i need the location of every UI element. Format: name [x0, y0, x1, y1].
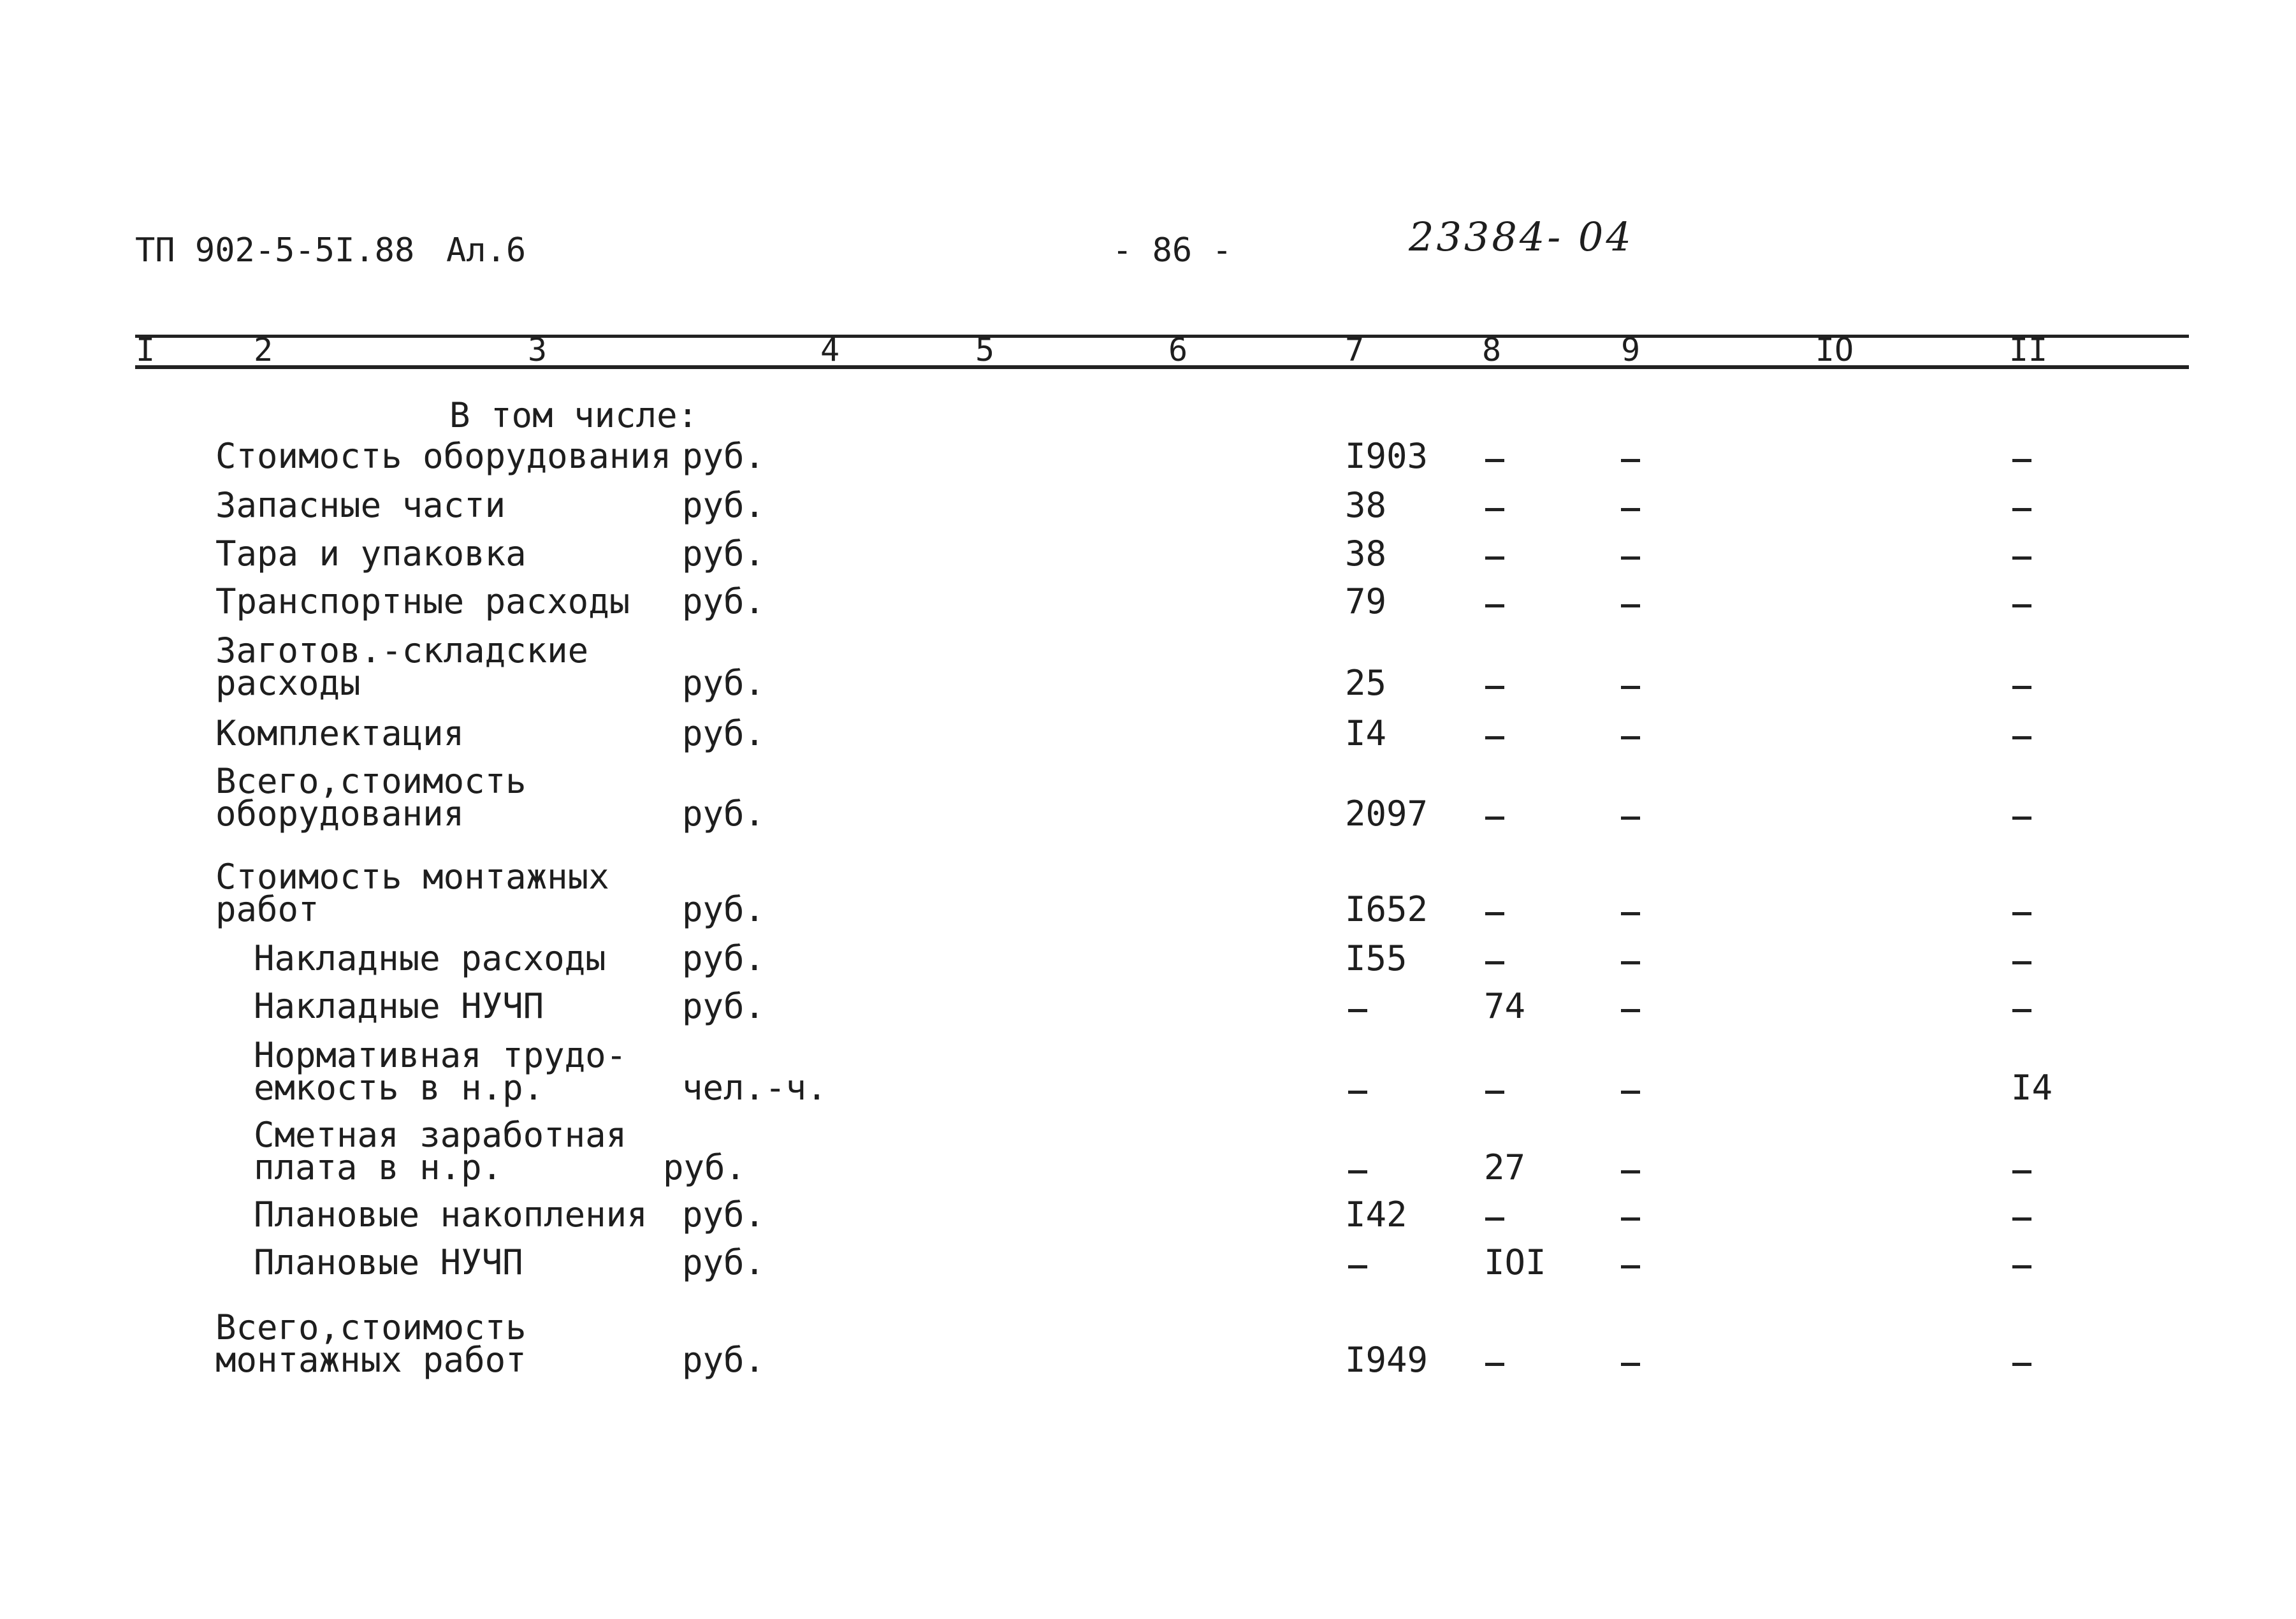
row-label: Стоимость оборудования	[215, 436, 672, 476]
empty-value-dash	[1485, 604, 1504, 607]
empty-value-dash	[1621, 817, 1640, 820]
empty-value-dash	[1621, 961, 1640, 964]
table-top-rule	[135, 335, 2189, 338]
value-c7: 38	[1345, 534, 1387, 574]
empty-value-dash	[2012, 1265, 2031, 1268]
empty-value-dash	[2012, 1009, 2031, 1012]
row-label: Комплектация	[215, 713, 465, 753]
empty-value-dash	[1621, 1091, 1640, 1094]
empty-value-dash	[1485, 686, 1504, 689]
empty-value-dash	[1485, 912, 1504, 915]
empty-value-dash	[1485, 508, 1504, 511]
row-unit: руб.	[682, 485, 766, 525]
empty-value-dash	[2012, 1217, 2031, 1221]
row-unit: руб.	[682, 436, 766, 476]
row-label: Сметная заработная плата в н.р.	[254, 1115, 627, 1187]
value-c7: 79	[1345, 581, 1387, 621]
row-label: Плановые НУЧП	[254, 1242, 523, 1282]
column-number: II	[2009, 331, 2048, 368]
empty-value-dash	[1621, 1265, 1640, 1268]
value-c7: I55	[1345, 938, 1407, 978]
row-label: Запасные части	[215, 485, 506, 525]
empty-value-dash	[1621, 459, 1640, 462]
album-number: Ал.6	[446, 231, 527, 270]
row-unit: руб.	[682, 1194, 766, 1235]
row-label: Заготов.-складские расходы	[215, 630, 589, 703]
row-label: Накладные расходы	[254, 938, 606, 978]
row-unit: руб.	[682, 889, 766, 929]
row-unit: руб.	[682, 1340, 766, 1380]
empty-value-dash	[2012, 912, 2031, 915]
empty-value-dash	[1621, 1170, 1640, 1173]
empty-value-dash	[2012, 817, 2031, 820]
row-label: Транспортные расходы	[215, 581, 630, 621]
column-number: 2	[253, 331, 273, 368]
empty-value-dash	[2012, 1170, 2031, 1173]
value-c7: I42	[1345, 1194, 1407, 1235]
value-c7: I4	[1345, 713, 1387, 753]
empty-value-dash	[1348, 1091, 1367, 1094]
row-label: Накладные НУЧП	[254, 986, 544, 1026]
empty-value-dash	[1485, 817, 1504, 820]
column-number: 9	[1620, 331, 1641, 368]
value-c8: IOI	[1484, 1242, 1546, 1282]
empty-value-dash	[2012, 961, 2031, 964]
value-c7: I949	[1345, 1340, 1428, 1380]
value-c7: 38	[1345, 485, 1387, 525]
row-unit: чел.-ч.	[682, 1068, 827, 1108]
empty-value-dash	[1621, 604, 1640, 607]
empty-value-dash	[1621, 556, 1640, 560]
row-unit: руб.	[682, 1242, 766, 1282]
empty-value-dash	[1621, 1217, 1640, 1221]
empty-value-dash	[1485, 961, 1504, 964]
value-c8: 74	[1484, 986, 1526, 1026]
value-c7: I903	[1345, 436, 1428, 476]
empty-value-dash	[1621, 736, 1640, 739]
column-number: 6	[1168, 331, 1188, 368]
table-header-bottom-rule	[135, 365, 2189, 369]
empty-value-dash	[1621, 508, 1640, 511]
row-unit: руб.	[682, 581, 766, 621]
column-number: 5	[975, 331, 995, 368]
column-number: I	[135, 331, 156, 368]
empty-value-dash	[2012, 604, 2031, 607]
empty-value-dash	[1348, 1170, 1367, 1173]
empty-value-dash	[2012, 459, 2031, 462]
empty-value-dash	[1621, 1363, 1640, 1366]
row-unit: руб.	[682, 938, 766, 978]
value-c7: 2097	[1345, 794, 1428, 834]
row-label: Всего,стоимость монтажных работ	[215, 1307, 527, 1380]
empty-value-dash	[2012, 686, 2031, 689]
empty-value-dash	[1485, 736, 1504, 739]
empty-value-dash	[1621, 912, 1640, 915]
value-c11: I4	[2011, 1068, 2053, 1108]
value-c7: 25	[1345, 663, 1387, 703]
empty-value-dash	[1485, 556, 1504, 560]
empty-value-dash	[2012, 1363, 2031, 1366]
empty-value-dash	[1348, 1009, 1367, 1012]
column-number: 3	[527, 331, 548, 368]
row-unit: руб.	[682, 986, 766, 1026]
empty-value-dash	[1621, 1009, 1640, 1012]
empty-value-dash	[2012, 508, 2031, 511]
handwritten-inventory-number: 23384- 04	[1409, 214, 1634, 260]
column-number: 8	[1481, 331, 1502, 368]
row-label: Стоимость монтажных работ	[215, 857, 609, 929]
document-code: ТП 902-5-5I.88	[135, 231, 415, 270]
page-number: - 86 -	[1112, 231, 1232, 270]
empty-value-dash	[2012, 556, 2031, 560]
column-number: IO	[1815, 331, 1854, 368]
column-number: 7	[1344, 331, 1365, 368]
row-unit: руб.	[682, 713, 766, 753]
row-label: Тара и упаковка	[215, 534, 527, 574]
empty-value-dash	[1621, 686, 1640, 689]
row-unit: руб.	[682, 663, 766, 703]
empty-value-dash	[2012, 736, 2031, 739]
section-title: В том числе:	[449, 395, 699, 435]
row-label: Плановые накопления	[254, 1194, 648, 1235]
row-unit: руб.	[682, 794, 766, 834]
value-c7: I652	[1345, 889, 1428, 929]
row-unit: руб.	[663, 1147, 746, 1187]
empty-value-dash	[1485, 1091, 1504, 1094]
row-label: Нормативная трудо- емкость в н.р.	[254, 1035, 627, 1108]
column-number: 4	[820, 331, 840, 368]
empty-value-dash	[1485, 1217, 1504, 1221]
empty-value-dash	[1485, 1363, 1504, 1366]
empty-value-dash	[1485, 459, 1504, 462]
value-c8: 27	[1484, 1147, 1526, 1187]
row-label: Всего,стоимость оборудования	[215, 761, 527, 834]
empty-value-dash	[1348, 1265, 1367, 1268]
row-unit: руб.	[682, 534, 766, 574]
